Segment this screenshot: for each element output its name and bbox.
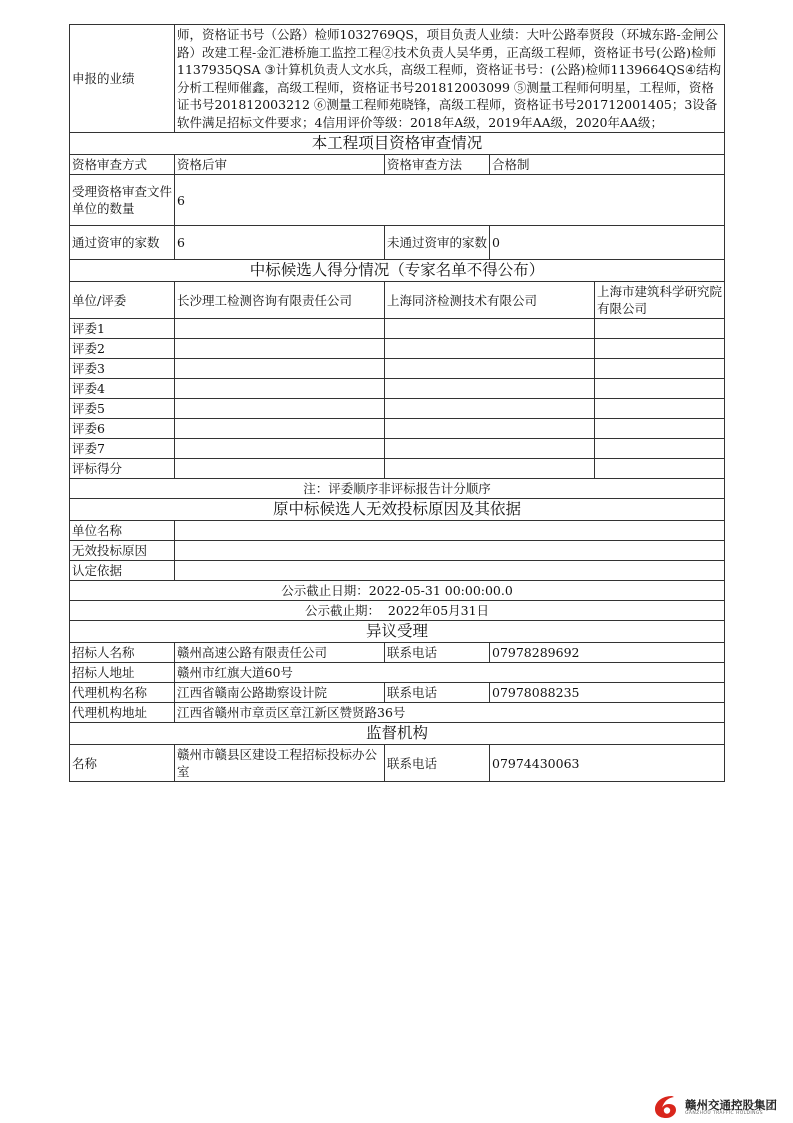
passed-label: 通过资审的家数	[70, 226, 175, 260]
score-cell	[385, 439, 595, 459]
invalid-reason-value	[175, 541, 725, 561]
invalid-basis-label: 认定依据	[70, 561, 175, 581]
supervision-name-label: 名称	[70, 745, 175, 782]
company-1: 长沙理工检测咨询有限责任公司	[175, 282, 385, 319]
reviewer-1: 评委1	[70, 319, 175, 339]
score-cell	[385, 459, 595, 479]
agency-phone-label: 联系电话	[385, 683, 490, 703]
score-cell	[175, 319, 385, 339]
reviewer-6: 评委6	[70, 419, 175, 439]
score-cell	[385, 399, 595, 419]
score-cell	[385, 339, 595, 359]
logo-name: 赣州交通控股集团	[685, 1098, 777, 1112]
score-cell	[595, 459, 725, 479]
deadline-line-2: 公示截止期： 2022年05月31日	[70, 601, 725, 621]
agency-value: 江西省赣南公路勘察设计院	[175, 683, 385, 703]
agency-addr: 江西省赣州市章贡区章江新区赞贤路36号	[175, 703, 725, 723]
deadline-line-1: 公示截止日期：2022-05-31 00:00:00.0	[70, 581, 725, 601]
invalid-unit-label: 单位名称	[70, 521, 175, 541]
score-cell	[385, 359, 595, 379]
qualification-title: 本工程项目资格审查情况	[70, 133, 725, 155]
approach-label: 资格审查方法	[385, 155, 490, 175]
reviewer-5: 评委5	[70, 399, 175, 419]
score-cell	[385, 379, 595, 399]
invalid-basis-value	[175, 561, 725, 581]
score-cell	[385, 319, 595, 339]
tenderer-phone: 07978289692	[490, 643, 725, 663]
method-label: 资格审查方式	[70, 155, 175, 175]
agency-label: 代理机构名称	[70, 683, 175, 703]
score-cell	[175, 359, 385, 379]
reviewer-4: 评委4	[70, 379, 175, 399]
logo-english: GANZHOU TRAFFIC HOLDINGS	[685, 1111, 764, 1116]
received-value: 6	[175, 175, 725, 226]
score-cell	[175, 399, 385, 419]
performance-text: 师，资格证书号（公路）检师1032769QS，项目负责人业绩：大叶公路奉贤段（环城东路-金闸公路）改建工程-金汇港桥施工监控工程②技术负责人吴华勇，正高级工程师，资格证书号(公路)检师1137935QSA ③计算机负责人文水兵，高级工程师，资格证书号：(公路)检师1139664QS④结构分析工程师催鑫，高级工程师，资格证书号201812003099 ⑤测量工程师何明星，工程师，资格证书号201812003212 ⑥测量工程师苑晓锋，高级工程师，资格证书号201712001405；3设备软件满足招标文件要求；4信用评价等级：2018年A级，2019年AA级，2020年AA级；	[175, 25, 725, 133]
failed-value: 0	[490, 226, 725, 260]
agency-phone: 07978088235	[490, 683, 725, 703]
scoring-note: 注：评委顺序非评标报告计分顺序	[70, 479, 725, 499]
score-cell	[595, 339, 725, 359]
reviewer-3: 评委3	[70, 359, 175, 379]
objection-title: 异议受理	[70, 621, 725, 643]
score-cell	[175, 339, 385, 359]
reviewer-2: 评委2	[70, 339, 175, 359]
company-3: 上海市建筑科学研究院有限公司	[595, 282, 725, 319]
supervision-title: 监督机构	[70, 723, 725, 745]
score-cell	[595, 359, 725, 379]
score-cell	[595, 439, 725, 459]
scoring-title: 中标候选人得分情况（专家名单不得公布）	[70, 260, 725, 282]
passed-value: 6	[175, 226, 385, 260]
score-cell	[175, 419, 385, 439]
score-cell	[595, 419, 725, 439]
tenderer-phone-label: 联系电话	[385, 643, 490, 663]
supervision-phone: 07974430063	[490, 745, 725, 782]
reviewer-7: 评委7	[70, 439, 175, 459]
score-cell	[595, 379, 725, 399]
agency-addr-label: 代理机构地址	[70, 703, 175, 723]
invalid-reason-label: 无效投标原因	[70, 541, 175, 561]
score-cell	[595, 319, 725, 339]
tenderer-label: 招标人名称	[70, 643, 175, 663]
received-label: 受理资格审查文件单位的数量	[70, 175, 175, 226]
invalid-title: 原中标候选人无效投标原因及其依据	[70, 499, 725, 521]
supervision-phone-label: 联系电话	[385, 745, 490, 782]
score-cell	[595, 399, 725, 419]
company-logo	[652, 1094, 793, 1120]
supervision-name-value: 赣州市赣县区建设工程招标投标办公室	[175, 745, 385, 782]
total-score-label: 评标得分	[70, 459, 175, 479]
performance-row	[70, 25, 725, 133]
invalid-unit-value	[175, 521, 725, 541]
bid-result-table	[69, 24, 725, 782]
tenderer-addr: 赣州市红旗大道60号	[175, 663, 725, 683]
approach-value: 合格制	[490, 155, 725, 175]
method-value: 资格后审	[175, 155, 385, 175]
score-cell	[385, 419, 595, 439]
company-2: 上海同济检测技术有限公司	[385, 282, 595, 319]
failed-label: 未通过资审的家数	[385, 226, 490, 260]
tenderer-value: 赣州高速公路有限责任公司	[175, 643, 385, 663]
scoring-header-label: 单位/评委	[70, 282, 175, 319]
tenderer-addr-label: 招标人地址	[70, 663, 175, 683]
performance-label: 申报的业绩	[70, 25, 175, 133]
score-cell	[175, 379, 385, 399]
score-cell	[175, 459, 385, 479]
logo-mark-icon	[652, 1094, 682, 1120]
score-cell	[175, 439, 385, 459]
